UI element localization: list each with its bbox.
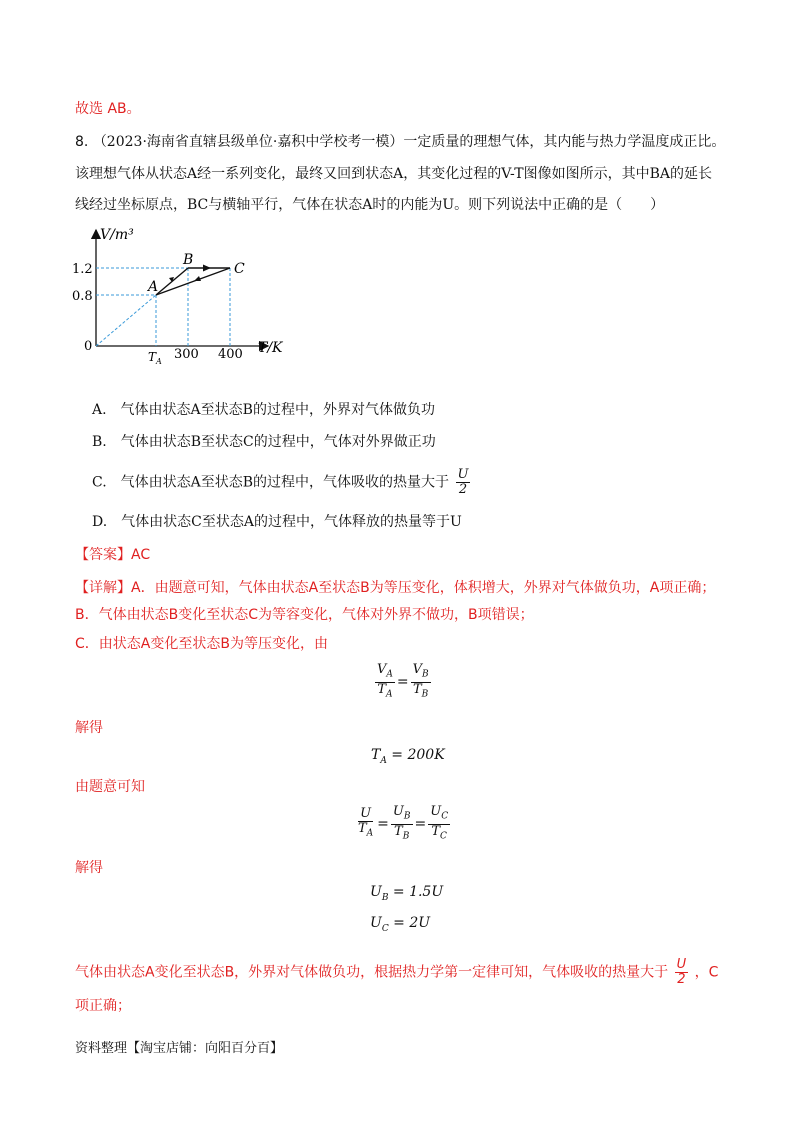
- footer: 资料整理【淘宝店铺：向阳百分百】: [75, 1041, 284, 1056]
- option-d: D. 气体由状态C至状态A的过程中，气体释放的热量等于U: [92, 514, 462, 530]
- previous-answer: 故选 AB。: [75, 101, 141, 117]
- question-line-2: 该理想气体从状态A经一系列变化，最终又回到状态A，其变化过程的V-T图像如图所示，其中BA的延长: [75, 166, 713, 182]
- question-text-1: （2023·海南省直辖县级单位·嘉积中学校考一模）一定质量的理想气体，其内能与热力学温度成正比。: [92, 134, 726, 150]
- segment-ca: [156, 268, 230, 295]
- extension-line: [96, 295, 156, 346]
- detail-final-tail: ，C: [694, 964, 719, 981]
- x-tick-300: 300: [174, 347, 199, 362]
- known-label: 由题意可知: [75, 779, 145, 795]
- option-c-fraction: $\frac{U}{2}$: [457, 467, 469, 497]
- question-number: 8.: [75, 134, 89, 150]
- detail-final-line: [75, 958, 718, 987]
- equation-ta: $T_A = 200K$: [371, 747, 445, 766]
- x-tick-ta: $T_A$: [148, 350, 162, 366]
- solve-label-1: 解得: [75, 720, 103, 736]
- detail-line-1: 【详解】A．由题意可知，气体由状态A至状态B为等压变化，体积增大，外界对气体做负功，A项正确；: [75, 580, 716, 596]
- y-axis-label: V/m³: [100, 227, 134, 243]
- vt-graph: [70, 222, 300, 372]
- y-tick-0-8: 0.8: [72, 289, 93, 304]
- equation-u-t: $\frac{U}{T_A}$ = $\frac{U_B}{T_B}$ = $\frac{U_C}{T_C}$: [358, 804, 449, 842]
- x-tick-400: 400: [218, 347, 243, 362]
- equation-ub: $U_B = 1.5U$: [370, 884, 444, 903]
- arrow-bc: [203, 265, 211, 272]
- detail-final-line-2: 项正确；: [75, 998, 131, 1014]
- question-line-1: [75, 132, 725, 152]
- answer-label: 【答案】AC: [75, 547, 151, 563]
- x-axis-label: T/K: [258, 340, 283, 356]
- point-c-label: C: [234, 261, 245, 277]
- detail-line-2: B．气体由状态B变化至状态C为等容变化，气体对外界不做功，B项错误；: [75, 607, 534, 623]
- option-c: [92, 468, 472, 497]
- point-a-label: A: [148, 279, 159, 295]
- question-line-3: 线经过坐标原点，BC与横轴平行，气体在状态A时的内能为U。则下列说法中正确的是（ ）: [75, 197, 665, 213]
- origin-label: 0: [84, 339, 93, 354]
- solve-label-2: 解得: [75, 860, 103, 876]
- arrow-ca: [194, 276, 201, 281]
- detail-final-fraction: $\frac{U}{2}$: [676, 957, 687, 987]
- option-c-text: C. 气体由状态A至状态B的过程中，气体吸收的热量大于: [92, 474, 450, 491]
- point-b-label: B: [183, 252, 194, 268]
- y-tick-1-2: 1.2: [72, 262, 93, 277]
- option-a: A. 气体由状态A至状态B的过程中，外界对气体做负功: [92, 402, 435, 418]
- option-b: B. 气体由状态B至状态C的过程中，气体对外界做正功: [92, 434, 436, 450]
- equation-uc: $U_C = 2U$: [370, 915, 431, 934]
- detail-line-3: C．由状态A变化至状态B为等压变化，由: [75, 636, 328, 652]
- detail-final-text: 气体由状态A变化至状态B，外界对气体做负功，根据热力学第一定律可知，气体吸收的热量大于: [75, 964, 669, 981]
- equation-va-ta: $\frac{V_A}{T_A}$ = $\frac{V_B}{T_B}$: [377, 662, 429, 700]
